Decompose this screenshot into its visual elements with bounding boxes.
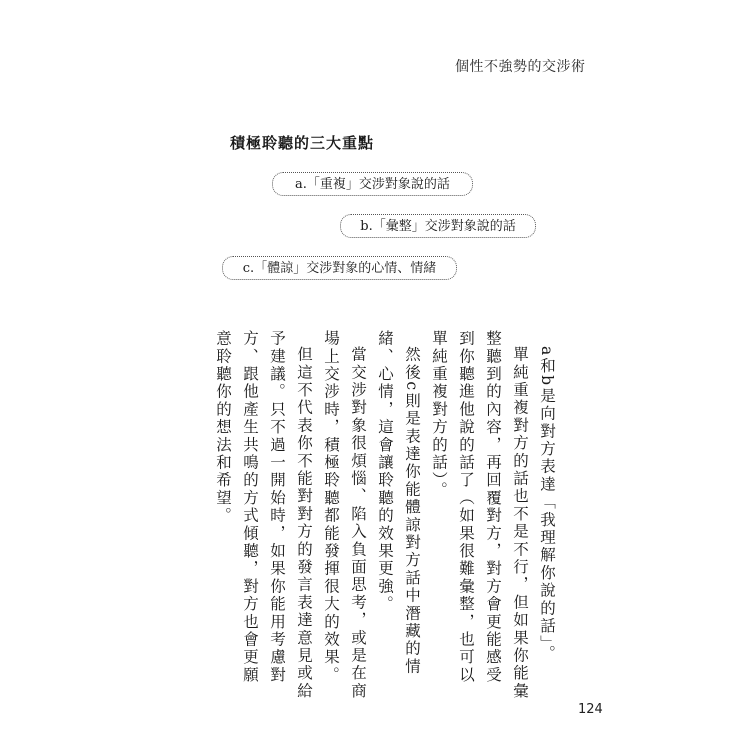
body-paragraph: 單純重複對方的話也不是不行，但如果你能彙整聽到的內容，再回覆對方，對方會更能感受到你聽進他說的話了（如果很難彙整，也可以單純重複對方的話）。 xyxy=(430,330,529,700)
key-point-c: c.「體諒」交涉對象的心情、情緒 xyxy=(222,256,457,280)
body-paragraph: 然後c則是表達你能體諒對方話中潛藏的情緒、心情，這會讓聆聽的效果更強。 xyxy=(376,330,421,675)
body-paragraph: 但這不代表你不能對對方的發言表達意見或給予建議。只不過一開始時，如果你能用考慮對方、跟他產生共鳴的方式傾聽，對方也會更願意聆聽你的想法和希望。 xyxy=(214,330,313,700)
running-header: 個性不強勢的交涉術 xyxy=(455,59,586,75)
page-number: 124 xyxy=(578,702,603,717)
key-point-b: b.「彙整」交涉對象說的話 xyxy=(340,214,536,238)
section-title: 積極聆聽的三大重點 xyxy=(230,134,375,152)
vertical-body-text xyxy=(200,330,560,700)
body-paragraph: 當交涉對象很煩惱、陷入負面思考，或是在商場上交涉時，積極聆聽都能發揮很大的效果。 xyxy=(322,330,367,700)
key-point-a: a.「重複」交涉對象說的話 xyxy=(272,172,473,196)
body-paragraph: a和b是向對方表達「我理解你說的話」。 xyxy=(538,345,556,663)
